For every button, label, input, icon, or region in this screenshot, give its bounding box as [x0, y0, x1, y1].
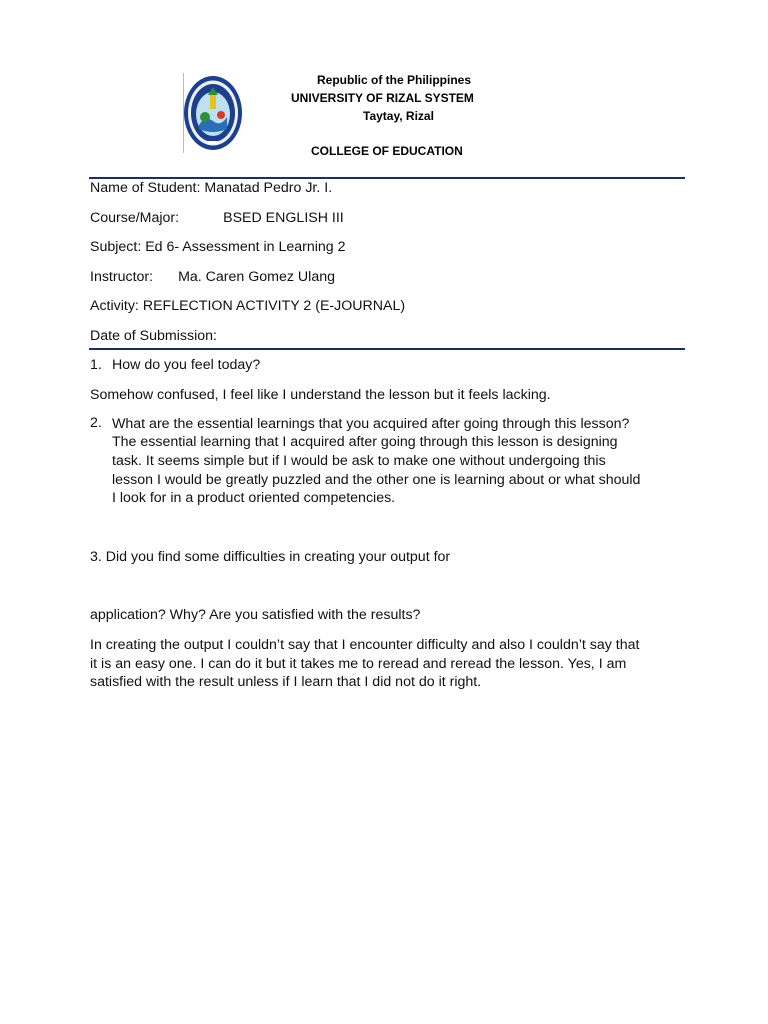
student-name-label: Name of Student:: [90, 180, 201, 196]
top-divider: [89, 177, 685, 179]
header-university: UNIVERSITY OF RIZAL SYSTEM: [291, 91, 474, 105]
q2-answer-line: lesson I would be greatly puzzled and the other one is learning about or what should: [112, 472, 641, 488]
subject-value: Ed 6- Assessment in Learning 2: [145, 239, 346, 255]
q1-number: 1.: [90, 357, 102, 373]
q1-answer: Somehow confused, I feel like I understand the lesson but it feels lacking.: [90, 387, 551, 403]
subject-row: [90, 239, 346, 255]
student-name-row: [90, 180, 332, 196]
university-seal-logo: [183, 73, 243, 153]
instructor-row: [90, 269, 335, 285]
q2-answer-line: I look for in a product oriented competencies.: [112, 490, 396, 506]
q3-question-part1: 3. Did you find some difficulties in creating your output for: [90, 549, 451, 565]
instructor-value: Ma. Caren Gomez Ulang: [178, 269, 335, 285]
q2-answer-line: task. It seems simple but if I would be ask to make one without undergoing this: [112, 453, 606, 469]
header-republic: Republic of the Philippines: [317, 73, 472, 87]
q3-answer-line: In creating the output I couldn’t say that I encounter difficulty and also I couldn’t say that: [90, 637, 640, 653]
activity-label: Activity:: [90, 298, 139, 314]
instructor-label: Instructor:: [90, 269, 154, 285]
q3-question-part2: application? Why? Are you satisfied with the results?: [90, 607, 421, 623]
q2-number: 2.: [90, 415, 102, 431]
q1-question: How do you feel today?: [112, 357, 261, 373]
course-row: [90, 210, 344, 226]
course-label: Course/Major:: [90, 210, 180, 226]
bottom-divider: [89, 348, 685, 350]
activity-value: REFLECTION ACTIVITY 2 (E-JOURNAL): [142, 298, 406, 314]
q3-answer-line: it is an easy one. I can do it but it takes me to reread and reread the lesson. Yes, I am: [90, 656, 627, 672]
student-name-value: Manatad Pedro Jr. I.: [204, 180, 333, 196]
q2-answer-line: The essential learning that I acquired after going through this lesson is designing: [112, 434, 618, 450]
activity-row: [90, 298, 405, 314]
date-row: [90, 328, 217, 344]
course-value: BSED ENGLISH III: [223, 210, 344, 226]
subject-label: Subject:: [90, 239, 142, 255]
date-label: Date of Submission:: [90, 328, 217, 344]
q3-answer-line: satisfied with the result unless if I learn that I did not do it right.: [90, 674, 482, 690]
header-location: Taytay, Rizal: [363, 109, 434, 123]
header-college: COLLEGE OF EDUCATION: [311, 144, 463, 158]
q2-question: What are the essential learnings that you acquired after going through this lesson?: [112, 416, 630, 432]
